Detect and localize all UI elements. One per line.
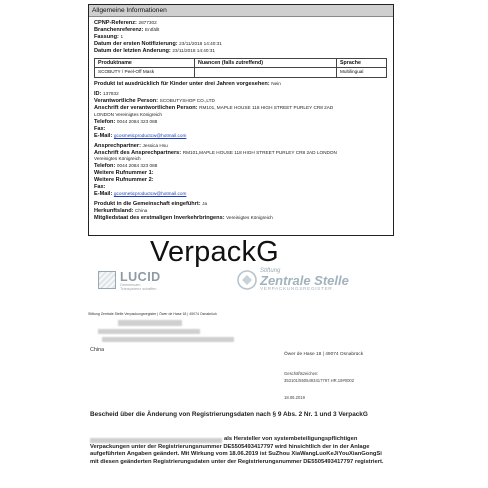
last-change-label: Datum der letzten Änderung: [94,47,171,54]
children-value: Nein [271,81,281,87]
letter-body-paragraph-1: als Hersteller von systembeteiligungspflichtigen Verpackungen unter der Registrierungsnummer DE5505493417797 wird hinsichtlich der in der Anlage aufgeführten Angaben geändert. [90,436,370,457]
redacted-block [98,329,200,334]
email-row [94,133,388,140]
cell-product-name: SCOBUTY / Peel-Off Mask [95,68,195,78]
responsible-address-row-2 [94,112,388,119]
id-value: 137832 [103,91,119,97]
registration-letter [88,268,400,488]
children-row [94,81,388,88]
cell-nuances [195,68,337,78]
contact-address-row-2 [94,156,388,163]
branchen-value: Entfällt [145,26,160,32]
member-state-value: Vereinigtes Königreich [226,214,273,220]
contact-email-label: E-Mail: [94,190,113,197]
contact-person-value: Jessica Hsu [142,142,168,148]
redacted-block [118,320,182,326]
responsible-address-label: Anschrift der verantwortlichen Person: [94,105,198,112]
lucid-logo [98,270,182,292]
zsvr-top-text: Stiftung [260,268,281,274]
letter-subject: Bescheid über die Änderung von Registrierungsdaten nach § 9 Abs. 2 Nr. 1 und 3 VerpackG [90,411,368,418]
contact-address-row [94,150,388,157]
id-label: ID: [94,91,102,98]
origin-value: China [135,207,148,213]
phone-value: 0044 2084 323 088 [116,118,158,124]
last-change-row [94,48,388,55]
community-label: Produkt in die Gemeinschaft eingeführt: [94,200,201,207]
responsible-person-label: Verantwortliche Person: [94,98,159,105]
first-notification-value: 23/11/2018 14:40:31 [179,40,222,46]
contact-address-value-2: Vereinigtes Königreich [94,156,141,162]
col-header-nuances: Nuancen (falls zutreffend) [195,58,337,68]
extra-phone-1-row [94,170,388,177]
reference-label: Geschäftszeichen: [284,371,319,376]
panel-body [89,17,393,222]
contact-person-row [94,143,388,150]
sender-line: Stiftung Zentrale Stelle Verpackungsregister | Öwer de Hase 18 | 49074 Osnabrück [88,312,217,316]
extra-phone-1-label: Weitere Rufnummer 1: [94,170,154,177]
contact-fax-label: Fax: [94,184,106,191]
phone-label: Telefon: [94,118,116,125]
redacted-block [102,337,234,342]
contact-person-label: Ansprechpartner: [94,142,141,149]
origin-row [94,208,388,215]
branchen-label: Branchenreferenz: [94,26,144,33]
col-header-product-name: Produktname [95,58,195,68]
lucid-wordmark: LUCID [120,270,161,284]
product-table-header-row [95,58,387,68]
contact-address-label: Anschrift des Ansprechpartners: [94,149,182,156]
contact-address-value: RM101,MAPLE HOUSE 118 HIGH STREET PURLEY CR8 2AD LONDON [182,149,337,155]
zsvr-emblem-icon [236,269,258,291]
product-table [94,58,387,79]
email-label: E-Mail: [94,132,113,139]
responsible-person-value: SCOBUTYSHOP CO.,LTD [159,98,215,104]
verpackg-heading: VerpackG [150,236,279,268]
extra-phone-2-label: Weitere Rufnummer 2: [94,177,154,184]
responsible-address-value: RM101, MAPLE HOUSE 118 HIGH STREET PURLEY CR8 2AD [199,105,334,111]
responsible-person-row [94,98,388,105]
id-row [94,91,388,98]
cpnp-row [94,20,388,27]
cpnp-label: CPNP-Referenz: [94,20,137,26]
fax-row [94,126,388,133]
panel-header: Allgemeine Informationen [89,5,393,17]
email-link[interactable]: gcosmeticproductcw@hotmail.com [113,132,187,138]
zsvr-main-text: Zentrale Stelle [260,273,349,288]
contact-phone-row [94,163,388,170]
responsible-address-row [94,105,388,112]
first-notification-row [94,41,388,48]
cpnp-value: 2877302 [138,20,157,25]
zsvr-sub-text: VERPACKUNGSREGISTER [260,287,333,292]
responsible-address-value-2: LONDON Vereinigtes Königreich [94,111,163,117]
first-notification-label: Datum der ersten Notifizierung: [94,40,178,47]
lucid-mark-icon [98,271,116,289]
phone-row [94,119,388,126]
contact-fax-row [94,184,388,191]
contact-email-row [94,191,388,198]
fassung-row [94,34,388,41]
cpnp-info-panel [88,4,394,236]
reference-value: 353101/5505493417797.HR.19#0002 [284,378,355,383]
community-row [94,201,388,208]
extra-phone-2-row [94,177,388,184]
zsvr-logo [236,268,396,296]
lucid-tagline [120,283,157,291]
children-label: Produkt ist ausdrücklich für Kinder unter drei Jahren vorgesehen: [94,81,270,88]
member-state-label: Mitgliedstaat des erstmaligen Inverkehrbringens: [94,214,225,221]
table-row [95,68,387,78]
fassung-value: 1 [120,33,124,39]
contact-email-link[interactable]: gcosmeticproductcw@hotmail.com [113,190,187,196]
contact-phone-label: Telefon: [94,163,116,170]
member-state-row [94,215,388,222]
recipient-country: China [90,347,105,353]
last-change-value: 23/11/2018 14:40:31 [172,47,215,53]
lucid-tagline-line-2: Transparenz schaffen [120,287,157,292]
fassung-label: Fassung: [94,33,119,40]
letter-date: 18.06.2019 [284,395,305,400]
lucid-tagline-line-1: Gemeinsam [120,283,141,287]
community-value: Ja [202,200,208,206]
origin-label: Herkunftsland: [94,207,134,214]
contact-phone-value: 0044 2084 323 088 [116,163,158,169]
branchen-row [94,27,388,34]
letter-body [90,436,390,466]
cell-language: Multilingual [337,68,387,78]
letter-body-paragraph-2: Mit Wirkung vom 18.06.2019 ist SuZhou XiaWangLuoKeJiYouXianGongSi mit diesen geänderten Registrierungsdaten unter der Registrierungsnummer DE5505493417797 registriert. [90,451,384,465]
fax-label: Fax: [94,125,106,132]
sender-address: Öwer de Hase 18 | 49074 Osnabrück [284,352,364,357]
col-header-language: Sprache [337,58,387,68]
